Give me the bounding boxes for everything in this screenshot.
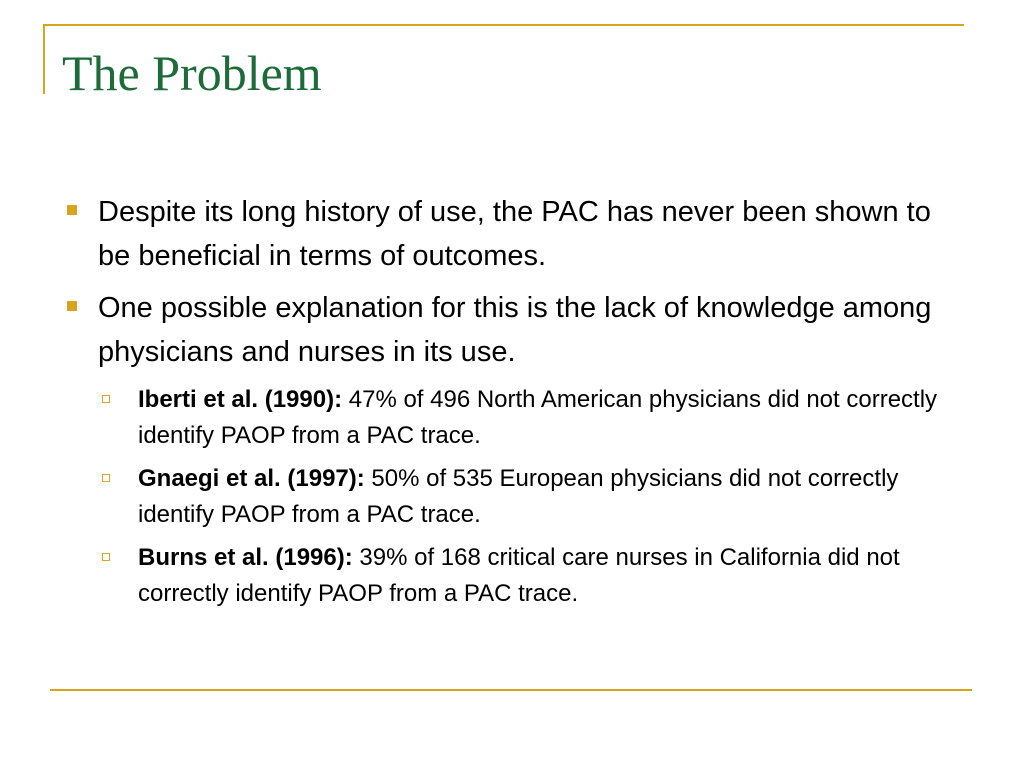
hollow-square-bullet-icon: [102, 553, 110, 561]
sub-bullet-text: 47% of 496 North American physicians did not correctly identify PAOP from a PAC trace.: [138, 386, 938, 449]
bullet-item: [60, 190, 965, 278]
square-bullet-icon: [67, 301, 77, 311]
frame-left-rule: [43, 24, 45, 94]
frame-top-rule: [43, 24, 964, 26]
bullet-text: Despite its long history of use, the PAC has never been shown to be beneficial in terms of outcomes.: [98, 196, 931, 272]
citation-label: Iberti et al. (1990):: [138, 386, 343, 413]
sub-bullet-text: 39% of 168 critical care nurses in California did not correctly identify PAOP from a PAC trace.: [138, 544, 900, 607]
slide-title: The Problem: [62, 45, 322, 101]
hollow-square-bullet-icon: [102, 395, 110, 403]
citation-label: Gnaegi et al. (1997):: [138, 465, 365, 492]
frame-bottom-rule: [50, 689, 972, 691]
hollow-square-bullet-icon: [102, 474, 110, 482]
citation-label: Burns et al. (1996):: [138, 544, 353, 571]
slide-content: [60, 190, 965, 619]
sub-bullet-text: 50% of 535 European physicians did not correctly identify PAOP from a PAC trace.: [138, 465, 899, 528]
bullet-text: One possible explanation for this is the lack of knowledge among physicians and nurses in its use.: [98, 292, 932, 368]
bullet-item: [60, 286, 965, 374]
square-bullet-icon: [67, 205, 77, 215]
sub-bullet-item: [98, 382, 965, 454]
sub-bullet-item: [98, 461, 965, 533]
sub-bullet-item: [98, 540, 965, 612]
